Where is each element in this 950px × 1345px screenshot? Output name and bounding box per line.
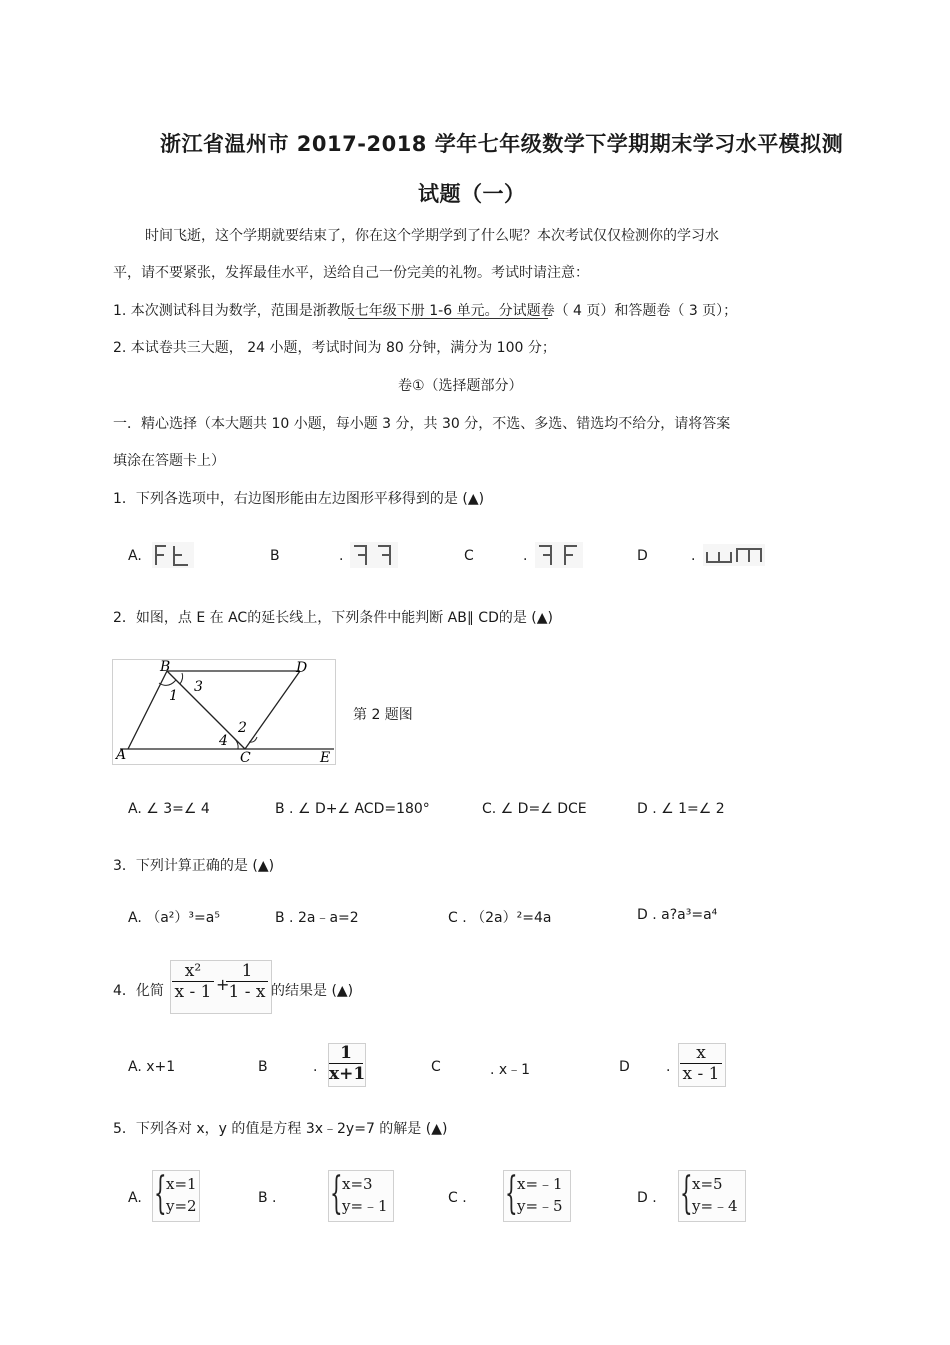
q2-label-2: 2	[238, 720, 247, 736]
note-1: 1. 本次测试科目为数学，范围是浙教版七年级下册 1-6 单元。分试题卷（ 4 页）和答题卷（ 3 页）；	[113, 303, 738, 319]
q3-option-a: A. （a²）³=a⁵	[128, 910, 220, 926]
q3-option-b: B . 2a﹣a=2	[275, 910, 359, 926]
q2-label-1: 1	[169, 688, 178, 704]
note-underline	[348, 318, 548, 319]
q5-option-d-eq2: y=﹣4	[692, 1197, 738, 1215]
q1-option-d-figure	[703, 544, 765, 566]
q4-frac2-num: 1	[241, 961, 253, 981]
q5-option-c-label: C .	[448, 1190, 467, 1206]
q4-stem-prefix: 4．化简	[113, 983, 164, 999]
q1-option-b-figure	[350, 542, 398, 568]
q1-option-c-dot: .	[523, 548, 528, 564]
q2-option-c: C. ∠ D=∠ DCE	[482, 801, 587, 817]
q2-label-c: C	[240, 750, 251, 765]
q2-label-3: 3	[194, 679, 203, 695]
section-instruction-1: 一．精心选择（本大题共 10 小题，每小题 3 分，共 30 分，不选、多选、错选均不给分，请将答案	[113, 416, 731, 432]
title-line-1: 浙江省温州市 2017-2018 学年七年级数学下学期期末学习水平模拟测	[160, 132, 844, 156]
q5-option-c-eq1: x=﹣1	[517, 1175, 563, 1193]
note-2: 2. 本试卷共三大题， 24 小题，考试时间为 80 分钟，满分为 100 分；	[113, 340, 556, 356]
q2-label-b: B	[160, 659, 171, 675]
section-instruction-2: 填涂在答题卡上）	[113, 453, 225, 469]
title-line-2: 试题（一）	[418, 182, 526, 206]
q4-option-a: A. x+1	[128, 1059, 176, 1075]
q2-label-e: E	[320, 750, 331, 765]
q5-option-a-brace: {	[154, 1168, 167, 1219]
q5-option-c-brace: {	[505, 1168, 518, 1219]
q3-option-c: C . （2a）²=4a	[448, 910, 552, 926]
q4-option-c-label: C	[431, 1059, 441, 1075]
q4-option-d-fraction	[680, 1043, 722, 1084]
q5-option-b-system	[342, 1173, 388, 1217]
q5-option-a-eq1: x=1	[166, 1175, 197, 1193]
q4-option-d-den: x - 1	[680, 1063, 722, 1084]
q1-option-b-dot: .	[339, 548, 344, 564]
q2-stem: 2．如图，点 E 在 AC的延长线上，下列条件中能判断 AB∥ CD的是 (▲)	[113, 610, 553, 626]
q5-option-d-system	[692, 1173, 738, 1217]
q4-option-b-fraction	[329, 1043, 366, 1084]
section-heading: 卷①（选择题部分）	[398, 378, 523, 394]
q2-label-d: D	[296, 660, 308, 676]
q5-option-a-label: A.	[128, 1190, 142, 1206]
q1-option-c-figure	[535, 542, 583, 568]
q4-stem-suffix: 的结果是 (▲)	[271, 983, 354, 999]
q5-option-d-eq1: x=5	[692, 1175, 723, 1193]
intro-line-1: 时间飞逝，这个学期就要结束了，你在这个学期学到了什么呢？本次考试仅仅检测你的学习水	[145, 228, 719, 244]
q2-option-a: A. ∠ 3=∠ 4	[128, 801, 210, 817]
q2-label-a: A	[116, 747, 127, 763]
q5-option-d-label: D .	[637, 1190, 657, 1206]
q5-option-c-system	[517, 1173, 563, 1217]
q4-option-b-num: 1	[340, 1043, 352, 1063]
q5-stem: 5．下列各对 x，y 的值是方程 3x﹣2y=7 的解是 (▲)	[113, 1121, 448, 1137]
q5-option-d-brace: {	[680, 1168, 693, 1219]
q2-figure	[112, 659, 336, 765]
q4-frac1-num: x²	[184, 961, 202, 981]
q5-option-b-label: B .	[258, 1190, 277, 1206]
q3-option-d: D . a?a³=a⁴	[637, 907, 718, 923]
q3-stem: 3．下列计算正确的是 (▲)	[113, 858, 275, 874]
q4-option-d-label: D	[619, 1059, 630, 1075]
q5-option-b-eq2: y=﹣1	[342, 1197, 388, 1215]
q4-option-c-value: . x﹣1	[490, 1062, 531, 1078]
q2-figure-caption: 第 2 题图	[353, 707, 413, 723]
q5-option-b-brace: {	[330, 1168, 343, 1219]
q1-option-c-label: C	[464, 548, 474, 564]
q2-label-4: 4	[219, 733, 228, 749]
q4-option-d-num: x	[696, 1043, 706, 1063]
intro-line-2: 平，请不要紧张，发挥最佳水平，送给自己一份完美的礼物。考试时请注意：	[113, 265, 589, 281]
q5-option-a-eq2: y=2	[166, 1197, 197, 1215]
q4-option-b-den: x+1	[329, 1064, 366, 1084]
q4-frac1-den: x - 1	[172, 981, 214, 1002]
q1-option-b-label: B	[270, 548, 280, 564]
q4-plus: +	[216, 975, 230, 994]
q2-option-b: B . ∠ D+∠ ACD=180°	[275, 801, 430, 817]
q2-option-d: D . ∠ 1=∠ 2	[637, 801, 725, 817]
q1-option-d-dot: .	[691, 548, 696, 564]
q5-option-b-eq1: x=3	[342, 1175, 373, 1193]
q5-option-a-system	[166, 1173, 197, 1217]
q1-option-a-figure	[152, 542, 194, 568]
q1-option-a-label: A.	[128, 548, 142, 564]
q4-fraction-1	[172, 961, 214, 1002]
q1-stem: 1．下列各选项中，右边图形能由左边图形平移得到的是 (▲)	[113, 491, 485, 507]
q4-option-b-label: B	[258, 1059, 268, 1075]
q4-fraction-2	[226, 961, 268, 1002]
q1-option-d-label: D	[637, 548, 648, 564]
q4-frac2-den: 1 - x	[226, 981, 268, 1002]
q5-option-c-eq2: y=﹣5	[517, 1197, 563, 1215]
